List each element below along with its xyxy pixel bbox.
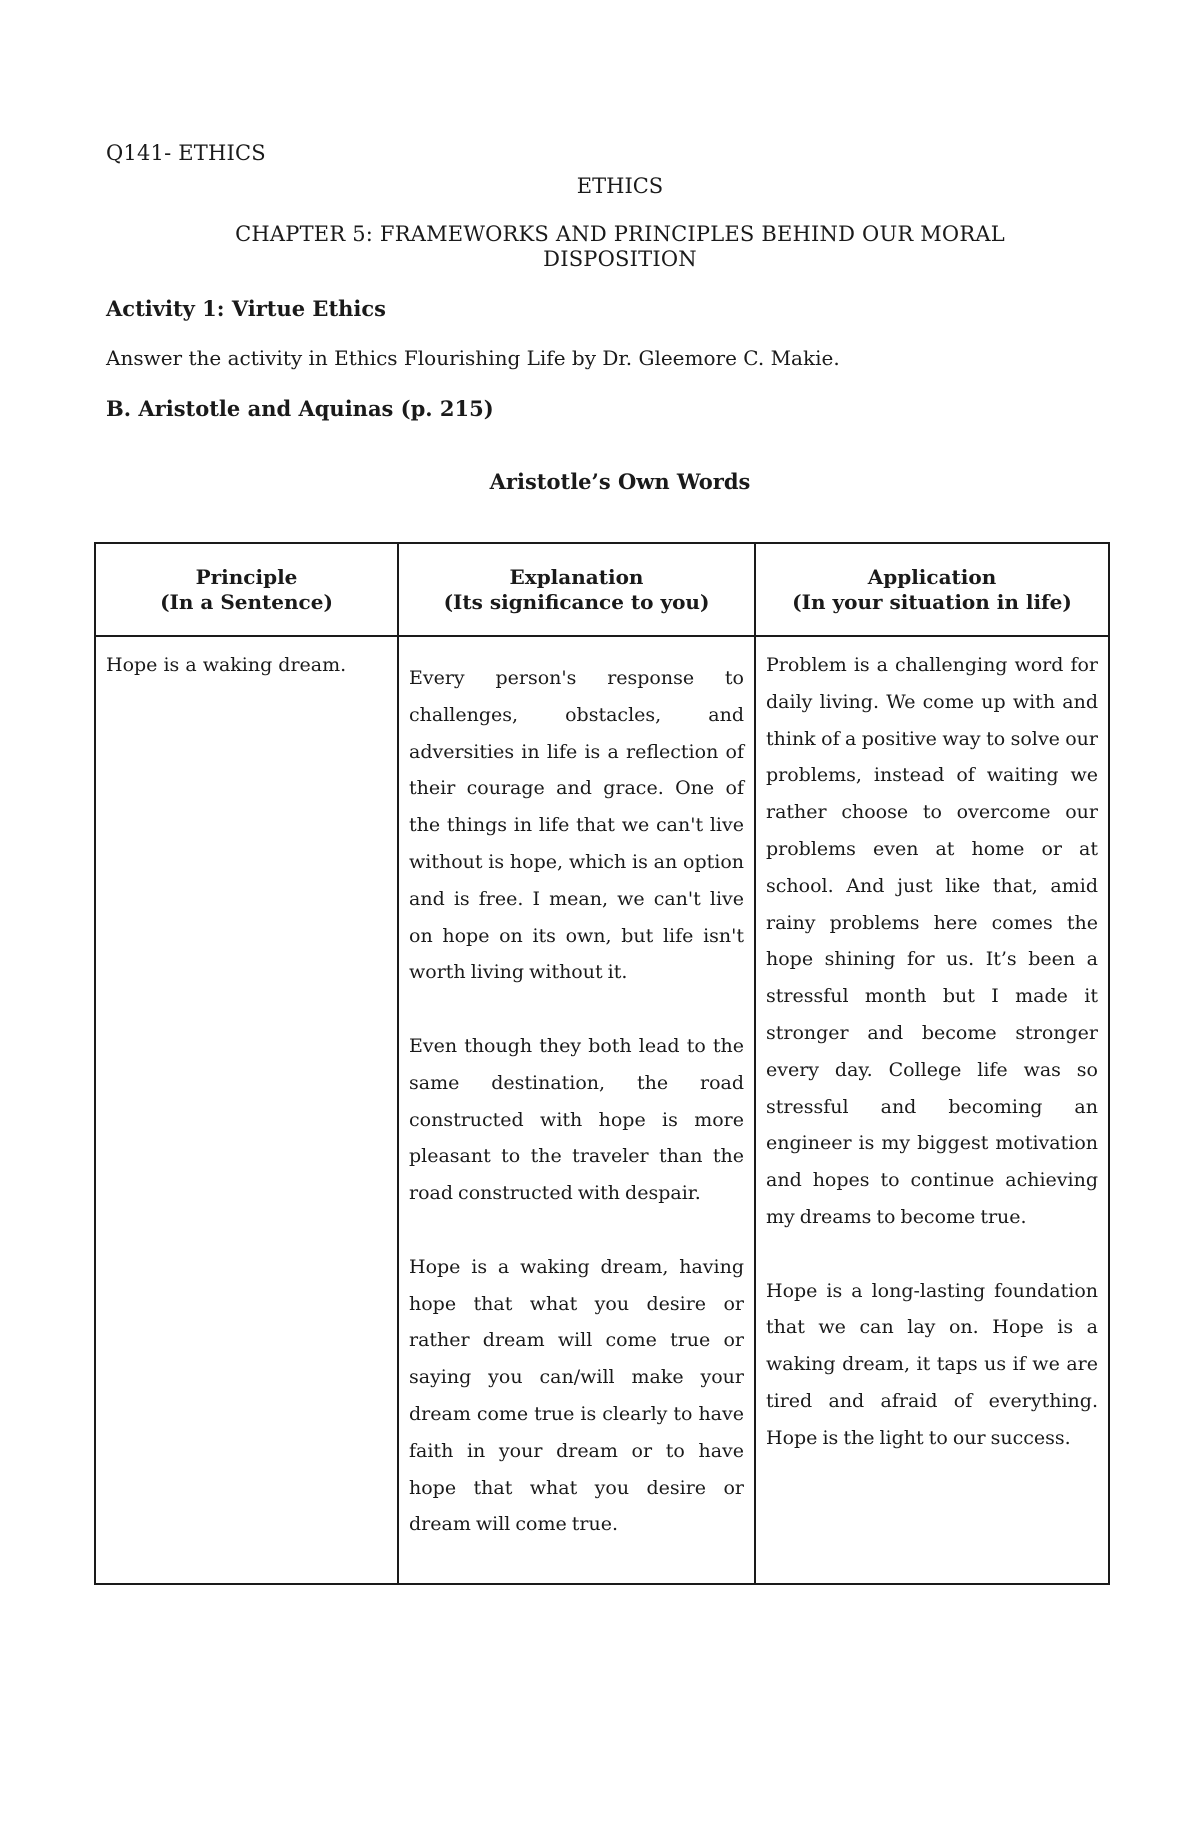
activity-instruction: Answer the activity in Ethics Flourishing Life by Dr. Gleemore C. Makie. (106, 346, 840, 370)
explanation-cell (398, 636, 755, 1584)
table-title: Aristotle’s Own Words (489, 469, 751, 494)
course-code: Q141- ETHICS (106, 141, 266, 165)
application-cell (755, 636, 1109, 1584)
application-paragraph: Hope is a long-lasting foundation that we can lay on. Hope is a waking dream, it taps us if we are tired and afraid of everything. Hope is the light to our success. (766, 1279, 1098, 1449)
subject-title: ETHICS (576, 174, 664, 198)
chapter-title (0, 222, 1200, 272)
activity-title: Activity 1: Virtue Ethics (106, 296, 386, 321)
section-title: B. Aristotle and Aquinas (p. 215) (106, 396, 494, 421)
application-header-label: Application (867, 564, 997, 589)
application-header-sublabel: (In your situation in life) (792, 589, 1072, 614)
explanation-paragraph: Every person's response to challenges, obstacles, and adversities in life is a reflection of their courage and grace. One of the things in life that we can't live without is hope, which is an option and is free. I mean, we can't live on hope on its own, but life isn't worth living without it. (409, 667, 744, 984)
application-paragraph: Problem is a challenging word for daily living. We come up with and think of a positive way to solve our problems, instead of waiting we rather choose to overcome our problems even at home or at school. And just like that, amid rainy problems here comes the hope shining for us. It’s been a stressful month but I made it stronger and become stronger every day. College life was so stressful and becoming an engineer is my biggest motivation and hopes to continue achieving my dreams to become true. (766, 654, 1098, 1228)
principle-column-header (95, 543, 398, 636)
chapter-title-line-1: CHAPTER 5: FRAMEWORKS AND PRINCIPLES BEHIND OUR MORAL (235, 222, 1005, 246)
explanation-column-header (398, 543, 755, 636)
table-header-row (95, 543, 1109, 636)
principle-cell (95, 636, 398, 1584)
explanation-paragraph: Hope is a waking dream, having hope that what you desire or rather dream will come true or saying you can/will make your dream come true is clearly to have faith in your dream or to have hope that what you desire or dream will come true. (409, 1255, 744, 1536)
principle-header-label: Principle (195, 564, 298, 589)
application-column-header (755, 543, 1109, 636)
principle-header-sublabel: (In a Sentence) (160, 589, 333, 614)
explanation-header-label: Explanation (509, 564, 644, 589)
explanation-header-sublabel: (Its significance to you) (443, 589, 710, 614)
chapter-title-line-2: DISPOSITION (543, 247, 697, 271)
explanation-paragraph: Even though they both lead to the same destination, the road constructed with hope is more pleasant to the traveler than the road constructed with despair. (409, 1034, 744, 1205)
principles-table (94, 542, 1110, 1585)
principle-text: Hope is a waking dream. (106, 654, 347, 676)
table-row (95, 636, 1109, 1584)
